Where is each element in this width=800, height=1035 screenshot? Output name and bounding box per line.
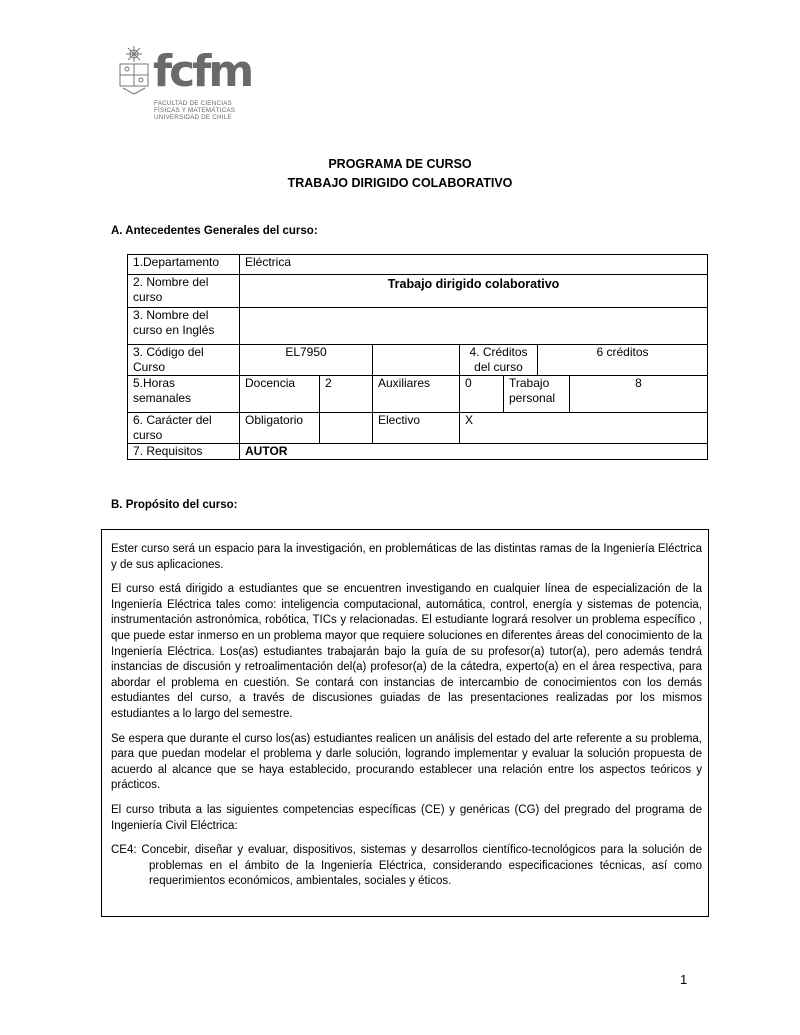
table-row [128, 376, 708, 413]
competency-ce4: CE4: Concebir, diseñar y evaluar, dispositivos, sistemas y desarrollos científico-tecnológicos para la solución de problemas en el ámbito de la Ingeniería Eléctrica, considerando especificaciones técnicas, así como requerimientos económicos, ambientales, sociales y éticos. [111, 844, 702, 888]
course-info-table [127, 254, 708, 460]
table-row [128, 413, 708, 444]
docencia-label: Docencia [240, 376, 320, 413]
university-seal-icon [117, 46, 151, 96]
nombre-ingles-label: 3. Nombre del curso en Inglés [128, 308, 240, 345]
creditos-label: 4. Créditos del curso [460, 345, 538, 376]
creditos-value: 6 créditos [538, 345, 708, 376]
nombre-ingles-value [240, 308, 708, 345]
nombre-value: Trabajo dirigido colaborativo [240, 275, 708, 308]
auxiliares-value: 0 [460, 376, 504, 413]
document-title: PROGRAMA DE CURSO [328, 157, 472, 171]
docencia-value: 2 [320, 376, 373, 413]
departamento-value: Eléctrica [240, 255, 708, 275]
codigo-label: 3. Código del Curso [128, 345, 240, 376]
auxiliares-label: Auxiliares [373, 376, 460, 413]
table-row [128, 444, 708, 460]
departamento-label: 1.Departamento [128, 255, 240, 275]
course-title: TRABAJO DIRIGIDO COLABORATIVO [287, 176, 513, 190]
caracter-label: 6. Carácter del curso [128, 413, 240, 444]
nombre-label: 2. Nombre del curso [128, 275, 240, 308]
purpose-paragraph: Se espera que durante el curso los(as) estudiantes realicen un análisis del estado del arte referente a su problema, para que puedan modelar el problema y darle solución, logrando implementar y evaluar la solución propuesta de acuerdo al alcance que se haya establecido, procurando establecer una relación entre los aspectos teóricos y prácticos. [111, 732, 702, 792]
table-row [128, 308, 708, 345]
purpose-paragraph: El curso tributa a las siguientes competencias específicas (CE) y genéricas (CG) del pregrado del programa de Ingeniería Civil Eléctrica: [111, 803, 702, 832]
section-b-heading: B. Propósito del curso: [111, 499, 238, 511]
electivo-label: Electivo [373, 413, 460, 444]
logo-subtitle: FACULTAD DE CIENCIAS FÍSICAS Y MATEMÁTICAS UNIVERSIDAD DE CHILE [154, 100, 236, 121]
requisitos-label: 7. Requisitos [128, 444, 240, 460]
codigo-value: EL7950 [240, 345, 373, 376]
table-row [128, 345, 708, 376]
trabajo-value: 8 [570, 376, 708, 413]
table-row [128, 275, 708, 308]
electivo-value: X [460, 413, 708, 444]
section-a-heading: A. Antecedentes Generales del curso: [111, 225, 318, 237]
requisitos-value: AUTOR [240, 444, 708, 460]
horas-label: 5.Horas semanales [128, 376, 240, 413]
obligatorio-label: Obligatorio [240, 413, 320, 444]
purpose-box [101, 529, 709, 917]
table-row [128, 255, 708, 275]
logo-wordmark: fcfm [153, 46, 252, 97]
trabajo-label: Trabajo personal [504, 376, 570, 413]
obligatorio-value [320, 413, 373, 444]
page-number: 1 [680, 972, 688, 987]
empty-cell [373, 345, 460, 376]
purpose-paragraph: El curso está dirigido a estudiantes que se encuentren investigando en cualquier línea de especialización de la Ingeniería Eléctrica tales como: inteligencia computacional, automática, control, energía y sistemas de potencia, instrumentación astronómica, robótica, TICs y relacionadas. El estudiante logrará resolver un problema específico , que puede estar inmerso en un problema mayor que requiere soluciones en diferentes áreas del conocimiento de la Ingeniería Eléctrica. Los(as) estudiantes trabajarán bajo la guía de su profesor(a) tutor(a), pero además tendrá instancias de discusión y retroalimentación del(a) profesor(a) de la cátedra, experto(a) en el área respectiva, para abordar el problema en cuestión. Se contará con instancias de intercambio de conocimientos con los demás estudiantes del curso, a través de discusiones guiadas de las presentaciones realizadas por los mismos estudiantes a lo largo del semestre. [111, 583, 702, 720]
fcfm-logo [117, 46, 252, 128]
purpose-paragraph: Ester curso será un espacio para la investigación, en problemáticas de las distintas ramas de la Ingeniería Eléctrica y de sus aplicaciones. [111, 543, 702, 571]
